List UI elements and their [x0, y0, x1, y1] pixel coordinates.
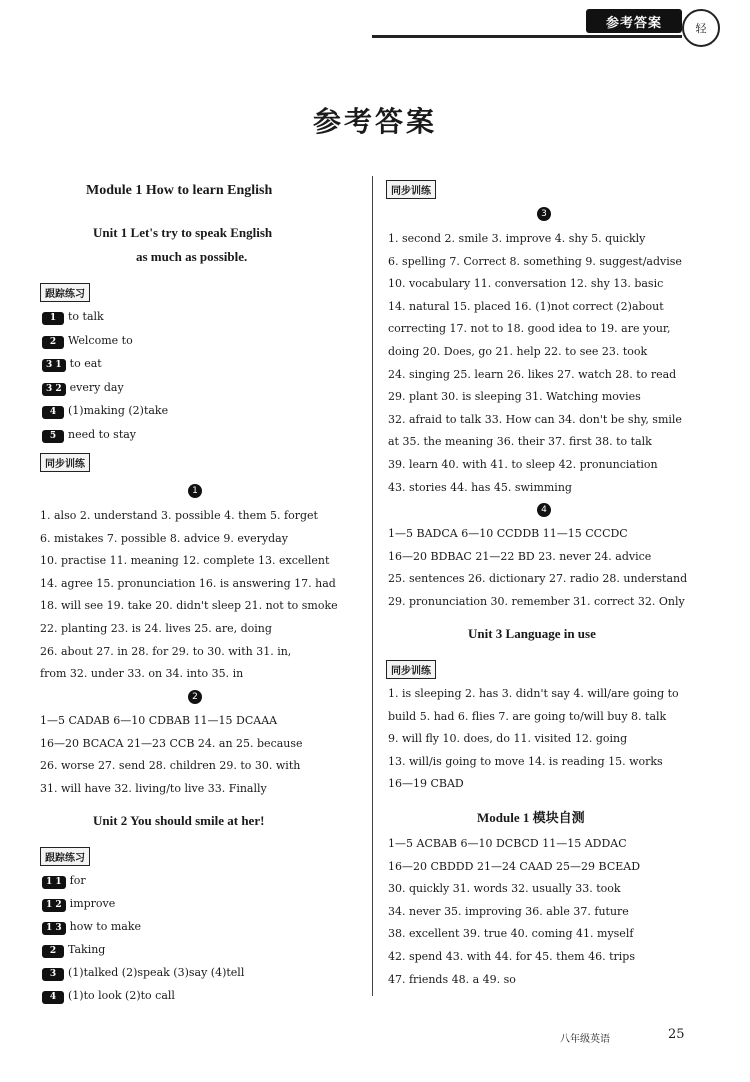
item-number-badge: 3 2: [42, 383, 66, 396]
answer-line: 14. natural 15. placed 16. (1)not correct (2)about: [388, 299, 664, 313]
answer-line: 26. about 27. in 28. for 29. to 30. with 31. in,: [40, 644, 292, 658]
tag-sync-training-unit3: 同步训练: [386, 660, 436, 679]
track-item: [42, 874, 86, 889]
answer-line: 47. friends 48. a 49. so: [388, 972, 516, 986]
answer-line: 42. spend 43. with 44. for 45. them 46. trips: [388, 950, 635, 963]
column-divider: [372, 176, 373, 996]
track-item: [42, 381, 124, 396]
track-item: [42, 943, 105, 958]
answer-line: 1—5 BADCA 6—10 CCDDB 11—15 CCCDC: [388, 527, 628, 540]
section-2-marker: 2: [188, 690, 202, 704]
answer-line: 13. will/is going to move 14. is reading 15. works: [388, 754, 663, 768]
answer-line: 16—20 BCACA 21—23 CCB 24. an 25. because: [40, 736, 303, 750]
footer-grade: 八年级英语: [560, 1034, 610, 1045]
answer-line: doing 20. Does, go 21. help 22. to see 23. took: [388, 345, 648, 358]
item-number-badge: 3 1: [42, 359, 66, 372]
answer-line: 29. plant 30. is sleeping 31. Watching movies: [388, 390, 641, 404]
answer-line: at 35. the meaning 36. their 37. first 38. to talk: [388, 435, 652, 449]
track-item-text: (1)talked (2)speak (3)say (4)tell: [68, 966, 245, 979]
module-test-title: Module 1 模块自测: [477, 810, 585, 825]
item-number-badge: 1 3: [42, 922, 66, 935]
item-number-badge: 5: [42, 430, 64, 443]
answer-line: 16—19 CBAD: [388, 777, 464, 790]
answer-line: 34. never 35. improving 36. able 37. future: [388, 904, 629, 918]
track-item-text: to talk: [68, 310, 104, 323]
track-item: [42, 989, 175, 1004]
answer-line: 14. agree 15. pronunciation 16. is answering 17. had: [40, 576, 336, 590]
answer-line: 1—5 ACBAB 6—10 DCBCD 11—15 ADDAC: [388, 837, 627, 850]
track-item-text: how to make: [69, 920, 141, 933]
item-number-badge: 2: [42, 945, 64, 958]
item-number-badge: 1 1: [42, 876, 66, 889]
answer-line: 10. practise 11. meaning 12. complete 13. excellent: [40, 554, 330, 568]
answer-line: 38. excellent 39. true 40. coming 41. myself: [388, 927, 634, 941]
section-1-marker: 1: [188, 484, 202, 498]
answer-line: 9. will fly 10. does, do 11. visited 12. going: [388, 732, 628, 745]
unit2-title: Unit 2 You should smile at her!: [93, 813, 265, 828]
track-item: [42, 428, 136, 443]
unit1-title-cont: as much as possible.: [136, 249, 248, 264]
page-title: 参考答案: [312, 105, 437, 138]
module-heading: Module 1 How to learn English: [86, 183, 273, 198]
item-number-badge: 3: [42, 968, 64, 981]
answer-line: 6. spelling 7. Correct 8. something 9. suggest/advise: [388, 254, 682, 268]
section-4-marker: 4: [537, 503, 551, 517]
track-item-text: (1)making (2)take: [68, 404, 169, 417]
answer-line: 1. second 2. smile 3. improve 4. shy 5. quickly: [388, 232, 646, 245]
answer-line: from 32. under 33. on 34. into 35. in: [40, 667, 244, 681]
section-3-marker: 3: [537, 207, 551, 221]
unit3-title: Unit 3 Language in use: [468, 626, 596, 641]
answer-line: 16—20 BDBAC 21—22 BD 23. never 24. advice: [388, 549, 652, 563]
track-item: [42, 966, 244, 981]
header-rule: [372, 35, 682, 38]
answer-line: 31. will have 32. living/to live 33. Finally: [40, 781, 267, 795]
track-item-text: improve: [69, 897, 116, 910]
track-item-text: every day: [69, 380, 124, 394]
item-number-badge: 1: [42, 312, 64, 325]
track-item: [42, 357, 102, 372]
answer-line: 43. stories 44. has 45. swimming: [388, 480, 572, 494]
track-item-text: for: [69, 874, 86, 887]
answer-line: build 5. had 6. flies 7. are going to/will buy 8. talk: [388, 709, 667, 723]
answer-line: 1. also 2. understand 3. possible 4. them 5. forget: [40, 509, 318, 522]
brand-logo-icon: 轻: [682, 9, 720, 47]
item-number-badge: 2: [42, 336, 64, 349]
answer-line: 1—5 CADAB 6—10 CDBAB 11—15 DCAAA: [40, 714, 278, 727]
header-badge: 参考答案: [586, 9, 682, 33]
track-item-text: need to stay: [68, 427, 137, 441]
answer-line: 39. learn 40. with 41. to sleep 42. pronunciation: [388, 458, 658, 471]
answer-line: 24. singing 25. learn 26. likes 27. watch 28. to read: [388, 367, 677, 381]
tag-sync-training: 同步训练: [40, 453, 90, 472]
answer-line: 10. vocabulary 11. conversation 12. shy 13. basic: [388, 277, 664, 291]
answer-line: 29. pronunciation 30. remember 31. correct 32. Only: [388, 594, 685, 608]
answer-line: 26. worse 27. send 28. children 29. to 30. with: [40, 759, 301, 772]
item-number-badge: 4: [42, 991, 64, 1004]
track-item: [42, 897, 115, 912]
item-number-badge: 1 2: [42, 899, 66, 912]
track-item-text: Taking: [68, 943, 106, 956]
track-item: [42, 334, 133, 349]
tag-sync-training-right: 同步训练: [386, 180, 436, 199]
track-item-text: Welcome to: [68, 333, 133, 347]
track-item-text: to eat: [69, 357, 102, 370]
answer-line: 16—20 CBDDD 21—24 CAAD 25—29 BCEAD: [388, 859, 641, 873]
answer-line: 25. sentences 26. dictionary 27. radio 28. understand: [388, 572, 688, 585]
track-item-text: (1)to look (2)to call: [68, 989, 175, 1002]
track-item: [42, 404, 168, 419]
answer-line: correcting 17. not to 18. good idea to 19. are your,: [388, 322, 671, 336]
track-item: [42, 310, 104, 325]
tag-track-practice: 跟踪练习: [40, 283, 90, 302]
page-number: 25: [668, 1027, 685, 1042]
track-item: [42, 920, 141, 935]
answer-line: 6. mistakes 7. possible 8. advice 9. everyday: [40, 531, 288, 545]
unit1-title: Unit 1 Let's try to speak English: [93, 225, 273, 240]
answer-line: 18. will see 19. take 20. didn't sleep 21. not to smoke: [40, 599, 338, 613]
answer-line: 1. is sleeping 2. has 3. didn't say 4. will/are going to: [388, 687, 679, 700]
answer-line: 22. planting 23. is 24. lives 25. are, doing: [40, 622, 272, 635]
answer-line: 30. quickly 31. words 32. usually 33. took: [388, 882, 621, 896]
tag-track-practice-2: 跟踪练习: [40, 847, 90, 866]
item-number-badge: 4: [42, 406, 64, 419]
answer-line: 32. afraid to talk 33. How can 34. don't be shy, smile: [388, 412, 682, 426]
